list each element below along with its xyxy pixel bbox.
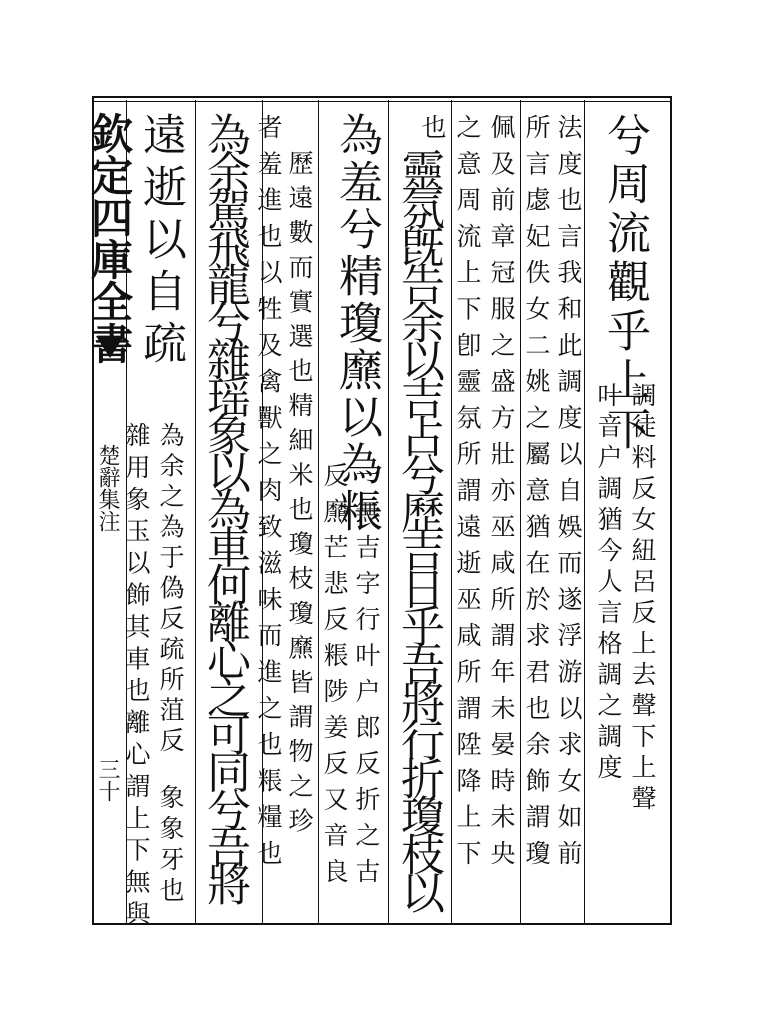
commentary-line: 也 — [418, 114, 447, 139]
commentary-line: 佩及前章冠服之盛方壯亦巫咸所謂年未晏時未央 — [487, 114, 516, 877]
commentary-line: 一無吉字行叶户郎反折之古 — [352, 462, 381, 894]
column-divider — [451, 100, 452, 925]
commentary-line: 象象牙也 — [156, 784, 185, 908]
commentary-line: 之意周流上下卽靈氛所謂遠逝巫咸所謂陞降上下 — [453, 114, 482, 877]
commentary-line: 反爢芒悲反粻陟姜反又音良 — [320, 462, 349, 894]
main-text-column: 為余駕飛龍兮雜瑶象以為車何離心之可同兮吾將 — [199, 112, 250, 900]
column-divider — [520, 100, 521, 925]
commentary-line: 者羞進也以牲及禽獸之肉致滋味而進之也粻糧也 — [254, 114, 283, 877]
main-text-column: 為羞兮精瓊爢以為粻 — [331, 112, 382, 535]
main-text-column: 靈氛旣告余以吉占兮歷吉日乎吾將行折瓊枝以 — [393, 148, 444, 908]
column-divider — [195, 100, 196, 925]
main-text-column: 遠逝以自疏 — [135, 112, 186, 372]
top-border-rule — [92, 96, 672, 98]
series-title: 欽定四庫全書 — [85, 112, 134, 364]
column-divider — [584, 100, 585, 925]
column-divider — [318, 100, 319, 925]
commentary-line: 調徒料反女紐呂反上去聲下上聲 — [628, 382, 657, 816]
commentary-line: 雜用象玉以飾其車也離心謂上下無與 — [122, 422, 151, 933]
book-title: 楚辭集注 — [95, 444, 120, 532]
column-divider — [388, 100, 389, 925]
main-text-column: 兮周流觀乎上下 — [599, 112, 650, 455]
commentary-line: 所言虙妃佚女二姚之屬意猶在於求君也余飾謂瓊 — [522, 114, 551, 877]
commentary-line: 歷遠數而實選也精細米也瓊枝瓊爢皆謂物之珍 — [285, 150, 314, 842]
commentary-line: 為余之為于偽反疏所菹反 — [156, 422, 185, 758]
top-border-rule-inner — [92, 101, 672, 102]
right-border-rule — [670, 96, 672, 925]
commentary-line: 法度也言我和此調度以自娛而遂浮游以求女如前 — [554, 114, 583, 877]
bottom-border-rule — [92, 923, 672, 925]
commentary-line: 叶音户調猶今人言格調之調度 — [594, 382, 623, 785]
page-number: 三十 — [95, 758, 120, 802]
